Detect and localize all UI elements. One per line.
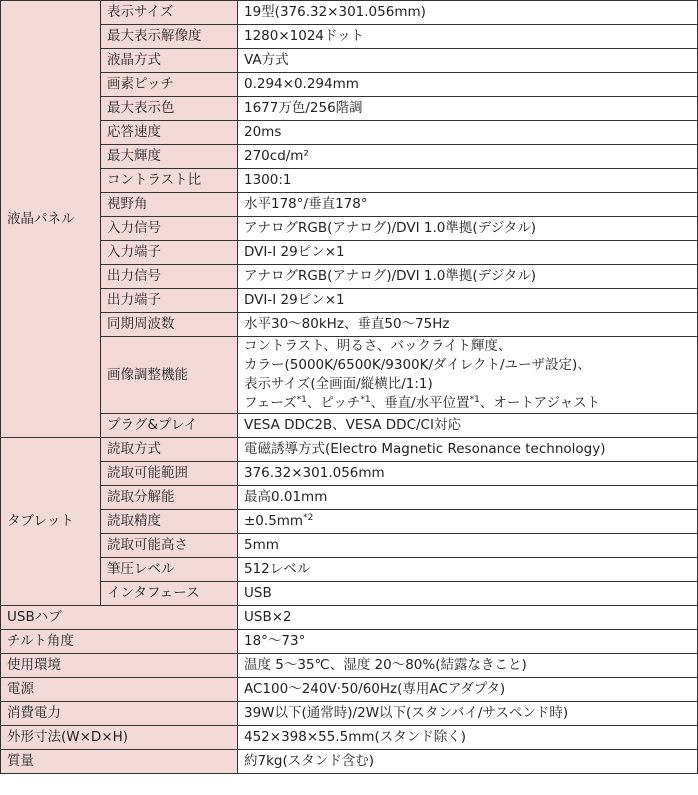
spec-row <box>1 121 698 145</box>
spec-value: VA方式 <box>238 49 698 73</box>
spec-label: USBハブ <box>1 606 238 630</box>
spec-row <box>1 73 698 97</box>
spec-value: DVI-I 29ピン×1 <box>238 289 698 313</box>
spec-label: 使用環境 <box>1 654 238 678</box>
spec-row <box>1 726 698 750</box>
spec-row <box>1 49 698 73</box>
text-fragment: フェーズ <box>244 395 297 411</box>
footnote-mark: *1 <box>469 395 480 405</box>
spec-value-with-footnote <box>238 510 698 534</box>
spec-row <box>1 217 698 241</box>
spec-value: 512レベル <box>238 558 698 582</box>
spec-value: 水平178°/垂直178° <box>238 193 698 217</box>
spec-row <box>1 289 698 313</box>
spec-value: 18°〜73° <box>238 630 698 654</box>
text-fragment: 、ピッチ <box>306 395 361 411</box>
spec-value: 約7kg(スタンド含む) <box>238 750 698 774</box>
spec-row <box>1 630 698 654</box>
spec-row <box>1 414 698 438</box>
spec-value: 水平30〜80kHz、垂直50〜75Hz <box>238 313 698 337</box>
spec-value: 1677万色/256階調 <box>238 97 698 121</box>
spec-label: 液晶方式 <box>101 49 238 73</box>
spec-label: 入力信号 <box>101 217 238 241</box>
spec-value: 温度 5〜35℃、湿度 20〜80%(結露なきこと) <box>238 654 698 678</box>
spec-row <box>1 169 698 193</box>
spec-label: 出力信号 <box>101 265 238 289</box>
spec-row <box>1 606 698 630</box>
spec-row <box>1 193 698 217</box>
spec-label: 筆圧レベル <box>101 558 238 582</box>
spec-label: 応答速度 <box>101 121 238 145</box>
spec-row <box>1 702 698 726</box>
image-adjust-line: コントラスト、明るさ、バックライト輝度、 <box>244 338 512 354</box>
spec-value: 電磁誘導方式(Electro Magnetic Resonance technology) <box>238 438 698 462</box>
spec-value: アナログRGB(アナログ)/DVI 1.0準拠(デジタル) <box>238 265 698 289</box>
spec-label: 最大輝度 <box>101 145 238 169</box>
spec-row <box>1 510 698 534</box>
group-tablet: タブレット <box>1 438 101 606</box>
spec-value: 1280×1024ドット <box>238 25 698 49</box>
spec-label: 出力端子 <box>101 289 238 313</box>
spec-row <box>1 313 698 337</box>
spec-row <box>1 750 698 774</box>
spec-label: 読取精度 <box>101 510 238 534</box>
spec-value: 0.294×0.294mm <box>238 73 698 97</box>
spec-label: 読取可能高さ <box>101 534 238 558</box>
spec-value: 5mm <box>238 534 698 558</box>
spec-value: USB <box>238 582 698 606</box>
spec-value: 39W以下(通常時)/2W以下(スタンバイ/サスペンド時) <box>238 702 698 726</box>
spec-row <box>1 438 698 462</box>
spec-label: コントラスト比 <box>101 169 238 193</box>
text-fragment: 、オートアジャスト <box>479 395 601 411</box>
spec-label: 画像調整機能 <box>101 337 238 414</box>
spec-value: DVI-I 29ピン×1 <box>238 241 698 265</box>
spec-label: 消費電力 <box>1 702 238 726</box>
spec-value: 376.32×301.056mm <box>238 462 698 486</box>
spec-row <box>1 486 698 510</box>
spec-row <box>1 534 698 558</box>
spec-row <box>1 462 698 486</box>
spec-label: 読取方式 <box>101 438 238 462</box>
text-fragment: 、垂直/水平位置 <box>370 395 470 411</box>
spec-label: 視野角 <box>101 193 238 217</box>
spec-value: VESA DDC2B、VESA DDC/CI対応 <box>238 414 698 438</box>
spec-row <box>1 678 698 702</box>
spec-label: インタフェース <box>101 582 238 606</box>
spec-value: 452×398×55.5mm(スタンド除く) <box>238 726 698 750</box>
spec-row <box>1 558 698 582</box>
group-lcd-panel: 液晶パネル <box>1 1 101 438</box>
spec-label: 外形寸法(W×D×H) <box>1 726 238 750</box>
spec-label: 読取分解能 <box>101 486 238 510</box>
spec-label: 最大表示色 <box>101 97 238 121</box>
spec-row <box>1 97 698 121</box>
spec-label: 表示サイズ <box>101 1 238 25</box>
spec-value: 19型(376.32×301.056mm) <box>238 1 698 25</box>
spec-label: チルト角度 <box>1 630 238 654</box>
image-adjust-line: カラー(5000K/6500K/9300K/ダイレクト/ユーザ設定)、 <box>244 357 591 373</box>
spec-row <box>1 241 698 265</box>
spec-label: 最大表示解像度 <box>101 25 238 49</box>
spec-value: AC100〜240V·50/60Hz(専用ACアダプタ) <box>238 678 698 702</box>
text-fragment: ±0.5mm <box>244 513 304 529</box>
spec-label: 画素ピッチ <box>101 73 238 97</box>
spec-value-multiline <box>238 337 698 414</box>
spec-value: USB×2 <box>238 606 698 630</box>
spec-row <box>1 145 698 169</box>
spec-label: プラグ&プレイ <box>101 414 238 438</box>
footnote-mark: *2 <box>303 513 314 523</box>
spec-label: 読取可能範囲 <box>101 462 238 486</box>
spec-row <box>1 265 698 289</box>
spec-row-image-adjust <box>1 337 698 414</box>
footnote-mark: *1 <box>360 395 371 405</box>
spec-value: アナログRGB(アナログ)/DVI 1.0準拠(デジタル) <box>238 217 698 241</box>
image-adjust-line: 表示サイズ(全画面/縦横比/1:1) <box>244 376 433 392</box>
spec-row <box>1 1 698 25</box>
footnote-mark: *1 <box>296 395 307 405</box>
spec-value: 270cd/m² <box>238 145 698 169</box>
spec-value: 最高0.01mm <box>238 486 698 510</box>
spec-value: 1300:1 <box>238 169 698 193</box>
spec-label: 電源 <box>1 678 238 702</box>
spec-value: 20ms <box>238 121 698 145</box>
spec-row <box>1 654 698 678</box>
image-adjust-line <box>244 394 697 413</box>
spec-row <box>1 582 698 606</box>
spec-label: 入力端子 <box>101 241 238 265</box>
spec-label: 質量 <box>1 750 238 774</box>
spec-label: 同期周波数 <box>101 313 238 337</box>
spec-row <box>1 25 698 49</box>
